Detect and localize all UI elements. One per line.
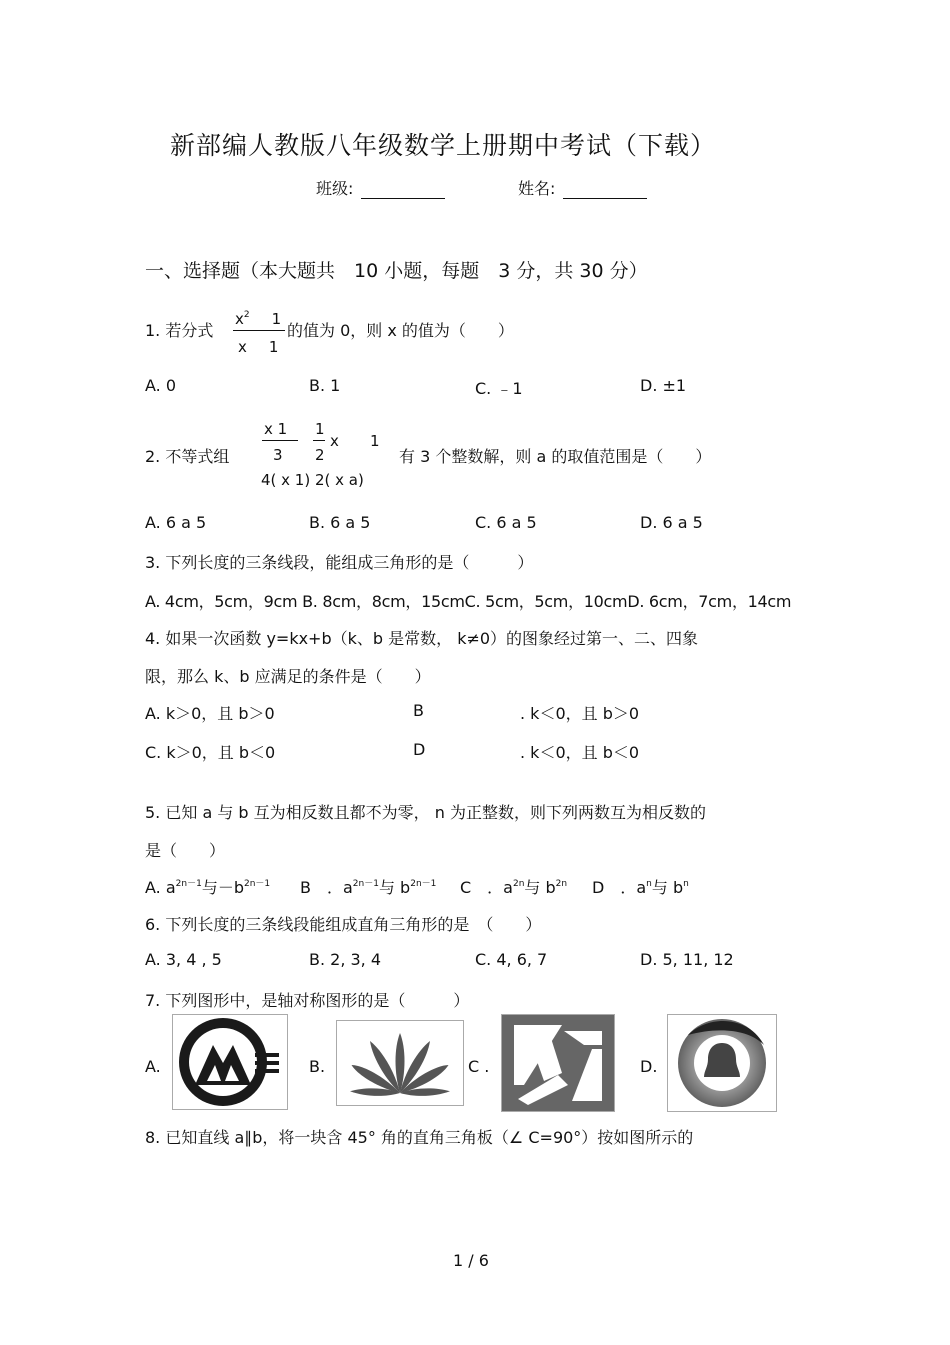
q2-x: x <box>330 432 339 450</box>
q8-text: 8. 已知直线 a∥b，将一块含 45° 角的直角三角板（∠ C=90°）按如图所示的 <box>145 1128 694 1147</box>
q2-option-a: A. 6 a 5 <box>145 513 207 532</box>
q5-text-line2: 是（ ） <box>145 841 226 860</box>
q2-option-d: D. 6 a 5 <box>640 513 703 532</box>
q3-text: 3. 下列长度的三条线段，能组成三角形的是（ ） <box>145 553 534 572</box>
name-label: 姓名: <box>518 179 556 198</box>
q1-option-a: A. 0 <box>145 376 177 395</box>
cmb-logo-icon <box>173 1015 287 1109</box>
q4-option-a: A. k＞0，且 b＞0 <box>145 704 275 723</box>
logo-a-image <box>172 1014 288 1110</box>
q1-denominator: x 1 <box>238 338 279 356</box>
class-field <box>316 176 445 199</box>
q4-option-b: . k＜0，且 b＞0 <box>520 704 640 723</box>
q1-numerator: $x^2$ 1 <box>235 310 282 328</box>
q5-text-line1: 5. 已知 a 与 b 互为相反数且都不为零， n 为正整数，则下列两数互为相反数的 <box>145 803 706 822</box>
q6-text: 6. 下列长度的三条线段能组成直角三角形的是 （ ） <box>145 915 542 934</box>
class-label: 班级: <box>316 179 354 198</box>
q6-option-a: A. 3, 4 , 5 <box>145 950 222 969</box>
q1-suffix: 的值为 0，则 x 的值为（ ） <box>287 321 514 340</box>
q2-frac1-bar <box>262 440 298 441</box>
page-number: 1 / 6 <box>453 1251 489 1270</box>
q2-frac1-den: 3 <box>273 446 283 464</box>
q7-text: 7. 下列图形中，是轴对称图形的是（ ） <box>145 991 470 1010</box>
q4-option-d: . k＜0，且 b＜0 <box>520 743 640 762</box>
q7-label-d: D. <box>640 1057 658 1076</box>
q4-option-b-label: B <box>413 701 424 720</box>
page-title: 新部编人教版八年级数学上册期中考试（下载） <box>170 131 717 160</box>
geometric-logo-icon <box>502 1015 614 1111</box>
name-blank <box>563 182 647 199</box>
q1-fraction-bar <box>233 330 285 331</box>
q2-frac2-den: 2 <box>315 446 325 464</box>
q6-option-c: C. 4, 6, 7 <box>475 950 548 969</box>
huawei-logo-icon <box>337 1021 463 1105</box>
q1-option-c: C. ﹣1 <box>475 379 523 398</box>
q4-text-line1: 4. 如果一次函数 y=kx+b（k、b 是常数， k≠0）的图象经过第一、二、四象 <box>145 629 699 648</box>
q6-option-b: B. 2, 3, 4 <box>309 950 382 969</box>
q6-option-d: D. 5, 11, 12 <box>640 950 734 969</box>
q5-option-c: C ．$a^{2n}$与 $b^{2n}$ <box>460 878 568 897</box>
q4-option-d-label: D <box>413 740 426 759</box>
q2-second-inequality: 4( x 1) 2( x a) <box>261 471 364 489</box>
q1-prefix: 1. 若分式 <box>145 321 214 340</box>
q5-option-b: B ．$a^{2n-1}$与 $b^{2n-1}$ <box>300 878 437 897</box>
q2-prefix: 2. 不等式组 <box>145 447 230 466</box>
q2-one: 1 <box>370 432 380 450</box>
q1-option-b: B. 1 <box>309 376 341 395</box>
logo-b-image <box>336 1020 464 1106</box>
logo-c-image <box>501 1014 615 1112</box>
q7-label-b: B. <box>309 1057 326 1076</box>
q4-option-c: C. k＞0，且 b＜0 <box>145 743 276 762</box>
penguin-logo-icon <box>668 1015 776 1111</box>
class-blank <box>361 182 445 199</box>
q2-suffix: 有 3 个整数解，则 a 的取值范围是（ ） <box>399 447 712 466</box>
q5-option-a: A. $a^{2n-1}$与$-b^{2n-1}$ <box>145 878 271 897</box>
q7-label-c: C . <box>468 1057 490 1076</box>
q1-option-d: D. ±1 <box>640 376 687 395</box>
q2-option-b: B. 6 a 5 <box>309 513 371 532</box>
q2-frac1-num: x 1 <box>264 420 288 438</box>
q5-option-d: D ．$a^n$与 $b^n$ <box>592 878 689 897</box>
q2-frac2-num: 1 <box>315 420 325 438</box>
name-field <box>518 176 647 199</box>
logo-d-image <box>667 1014 777 1112</box>
q2-option-c: C. 6 a 5 <box>475 513 537 532</box>
q3-options: A. 4cm，5cm，9cm B. 8cm，8cm，15cmC. 5cm，5cm，10cmD. 6cm，7cm，14cm <box>145 592 792 611</box>
q7-label-a: A. <box>145 1057 161 1076</box>
q4-text-line2: 限，那么 k、b 应满足的条件是（ ） <box>145 667 431 686</box>
section-heading: 一、选择题（本大题共 10 小题，每题 3 分，共 30 分） <box>145 260 648 282</box>
q2-frac2-bar <box>313 440 325 441</box>
